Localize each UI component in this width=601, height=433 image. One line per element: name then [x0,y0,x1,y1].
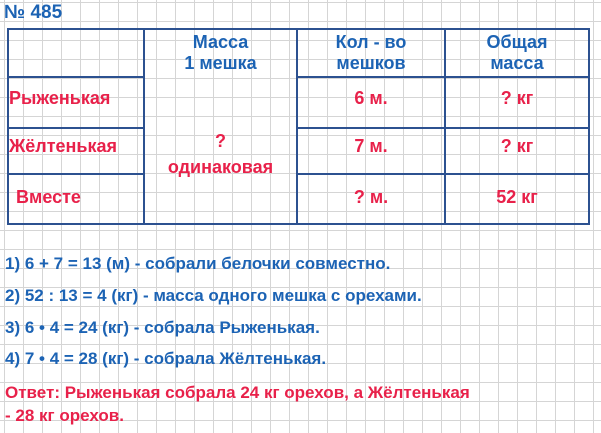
row-total-2: ? кг [500,136,534,156]
row-name-1: Рыженькая [9,88,111,108]
table-border-bottom [7,223,590,225]
header-total-line2: масса [490,53,544,73]
row-total-3: 52 кг [496,187,538,207]
header-mass-line2: 1 мешка [184,53,257,73]
row-divider-1b [296,76,590,78]
row-count-1: 6 м. [354,88,388,108]
header-total [446,32,588,74]
header-count-line1: Кол - во [335,32,407,52]
row-divider-2b [296,127,590,129]
row-total-1: ? кг [500,88,534,108]
table-border-top [7,28,590,30]
solution-step-2: 2) 52 : 13 = 4 (кг) - масса одного мешка с орехами. [5,286,422,305]
solution-step-1: 1) 6 + 7 = 13 (м) - собрали белочки совместно. [5,254,391,273]
solution-step-4: 4) 7 • 4 = 28 (кг) - собрала Жёлтенькая. [5,349,327,368]
mass-question: ? [215,131,226,151]
row-name-3: Вместе [16,187,81,207]
mass-note: одинаковая [167,157,274,177]
task-number: № 485 [4,2,63,23]
row-name-2: Жёлтенькая [9,136,117,156]
row-divider-2a [7,127,145,129]
row-divider-1a [7,76,145,78]
header-total-line1: Общая [486,32,548,52]
row-count-3: ? м. [353,187,389,207]
row-divider-3b [296,173,590,175]
solution-step-3: 3) 6 • 4 = 24 (кг) - собрала Рыженькая. [5,318,320,337]
data-table [7,28,590,225]
header-mass [145,32,296,74]
row-count-2: 7 м. [354,136,388,156]
row-divider-3a [7,173,145,175]
header-count [298,32,444,74]
answer-line-1: Ответ: Рыженькая собрала 24 кг орехов, а Жёлтенькая [5,383,470,402]
answer-line-2: - 28 кг орехов. [5,406,124,425]
header-count-line2: мешков [336,53,406,73]
header-mass-line1: Масса [192,32,249,52]
